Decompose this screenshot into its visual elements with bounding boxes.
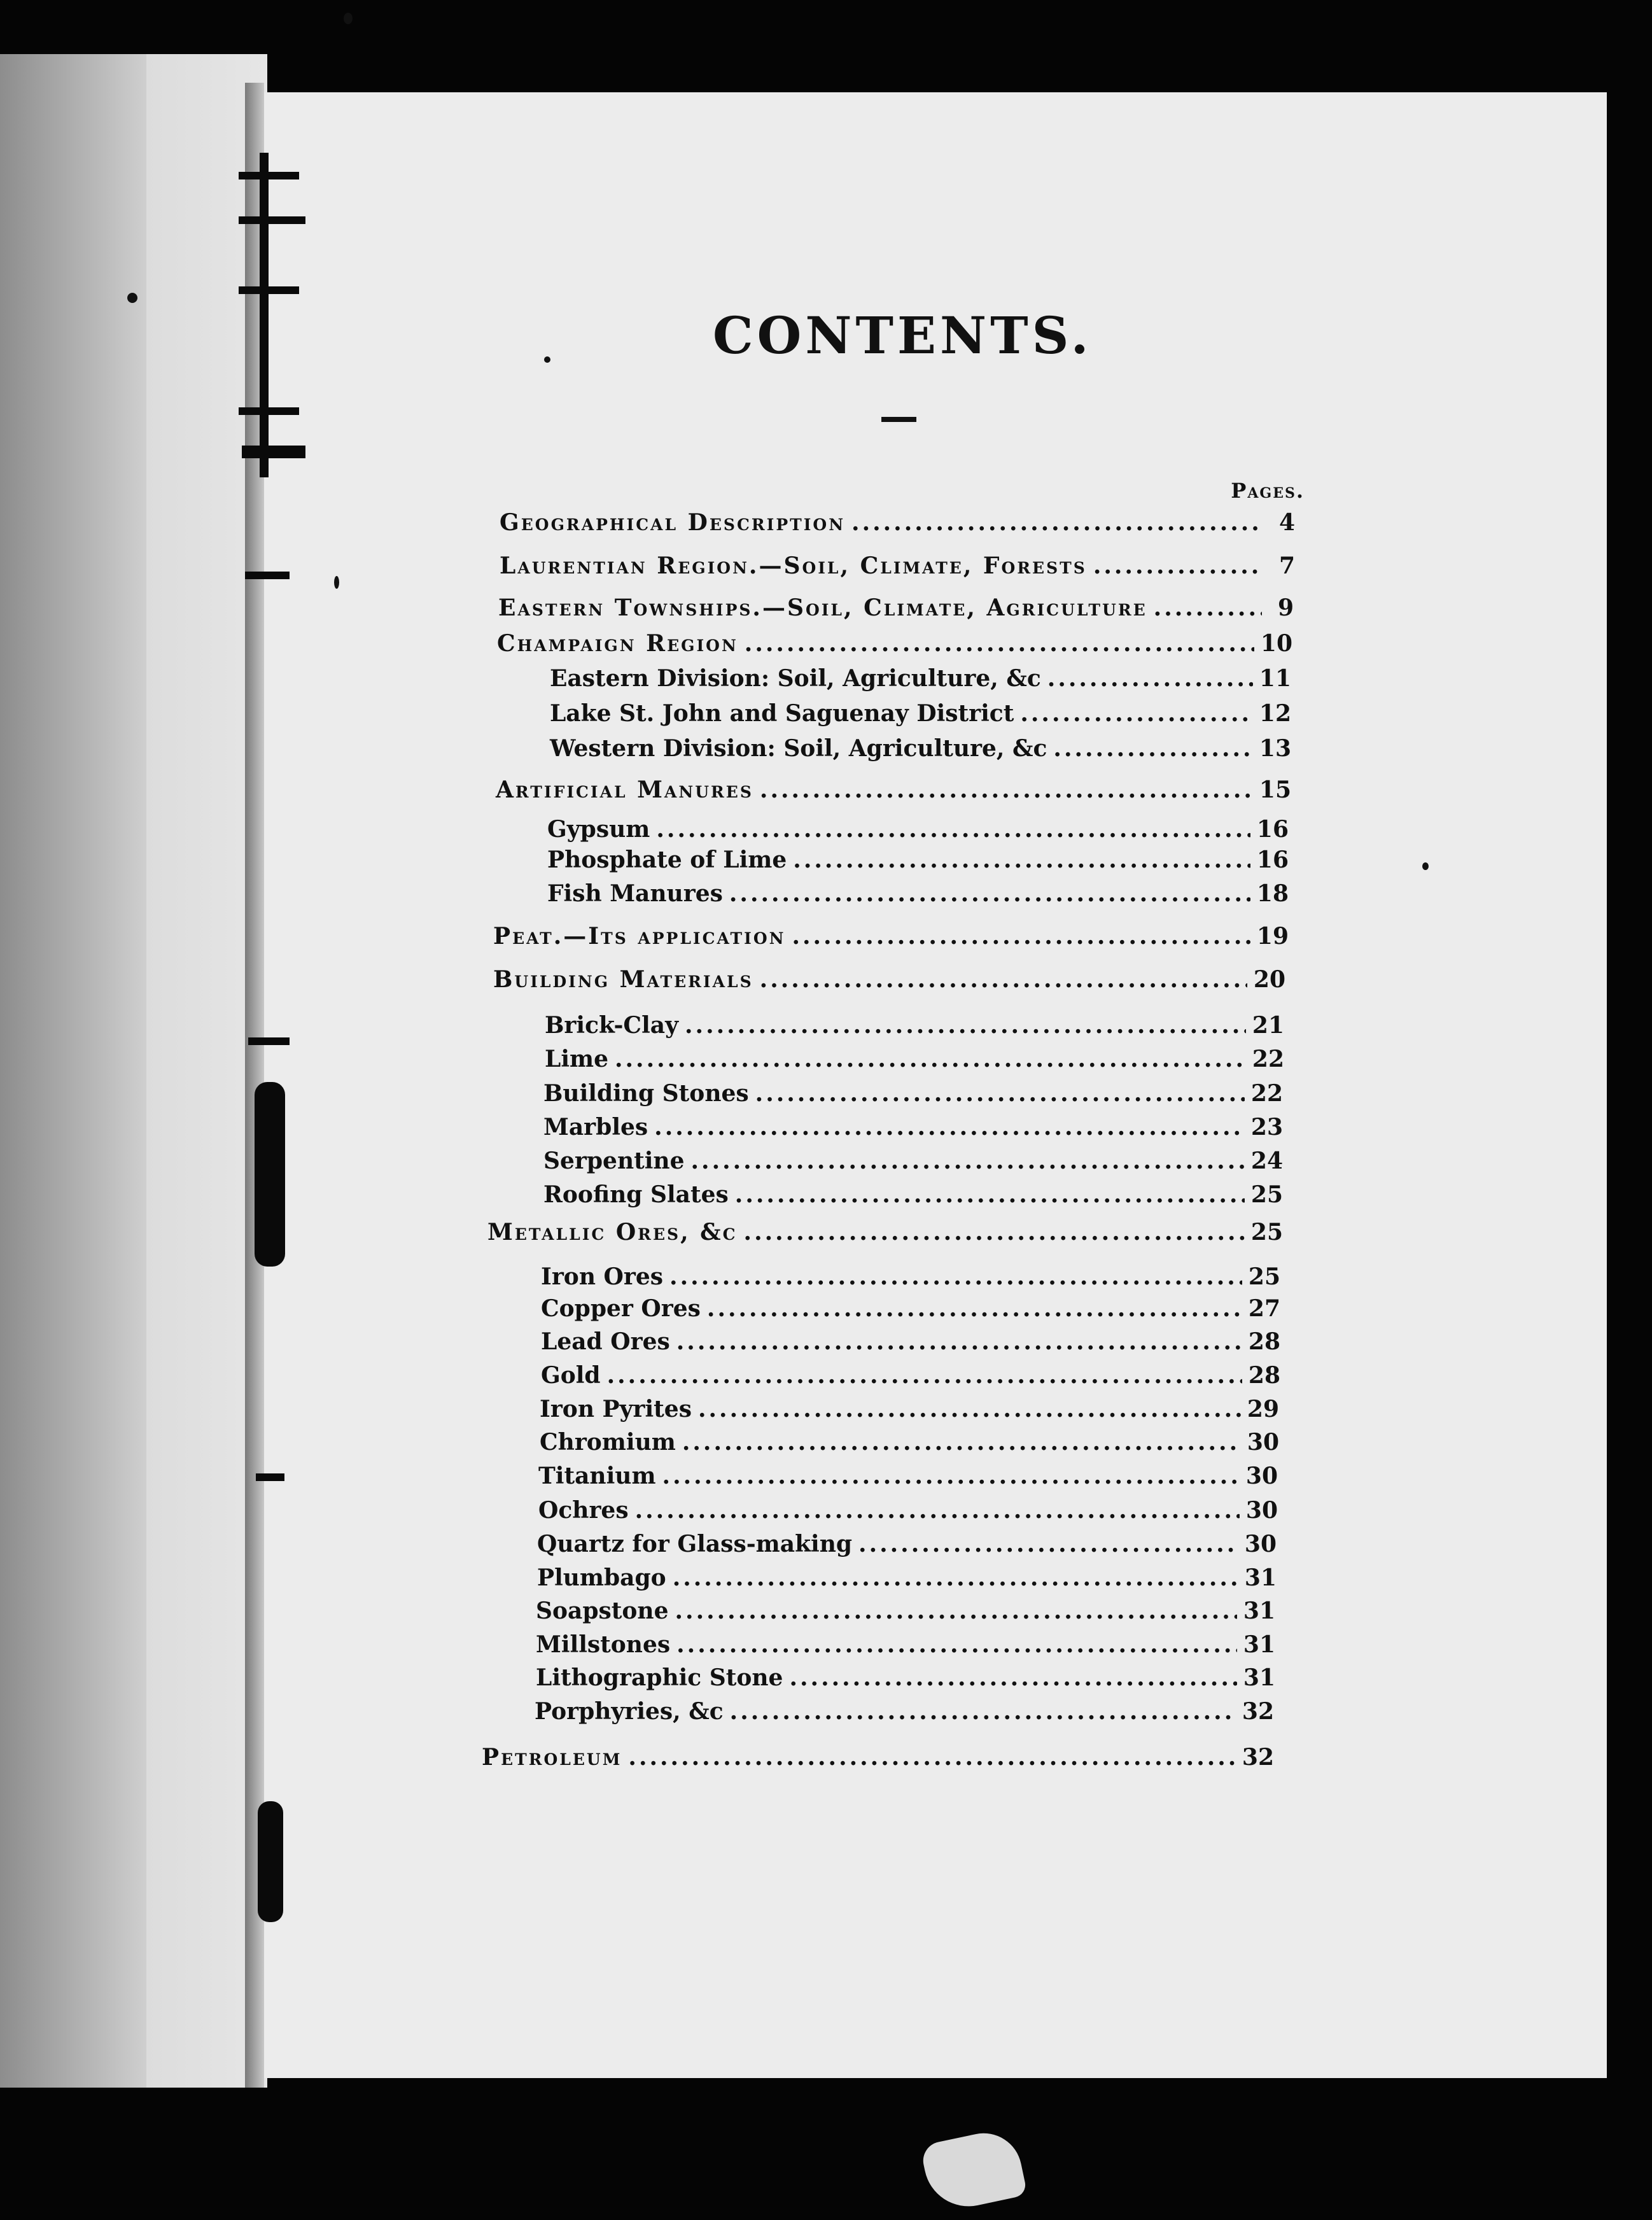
toc-entry-page: 7 (1278, 552, 1295, 579)
ink-speck (1422, 862, 1429, 870)
toc-entry-label: Ochres (538, 1497, 629, 1524)
toc-entry-label: Champaign Region (497, 630, 738, 657)
toc-entry-page: 10 (1260, 630, 1292, 657)
toc-entry (493, 923, 1289, 955)
dot-leader (654, 1114, 1245, 1141)
dot-leader (1053, 735, 1252, 762)
toc-entry-page: 32 (1242, 1744, 1274, 1771)
dot-leader (793, 847, 1250, 873)
toc-entry-label: Iron Pyrites (540, 1396, 692, 1423)
ink-speck (127, 293, 137, 303)
toc-entry-page: 28 (1248, 1362, 1280, 1389)
toc-entry (536, 1631, 1275, 1663)
toc-entry-label: Eastern Townships.—Soil, Climate, Agriculture (498, 594, 1147, 621)
toc-entry-label: Marbles (543, 1114, 648, 1141)
title-rule (881, 417, 916, 422)
toc-entry (500, 552, 1295, 584)
dot-leader (676, 1328, 1242, 1355)
toc-entry (493, 966, 1285, 998)
dot-leader (755, 1080, 1245, 1107)
toc-entry-label: Roofing Slates (543, 1181, 729, 1208)
toc-entry (500, 509, 1295, 541)
toc-entry-label: Peat.—Its application (493, 923, 786, 950)
toc-entry (535, 1698, 1274, 1730)
paper-fragment (920, 2126, 1028, 2215)
toc-entry (498, 594, 1294, 626)
toc-entry-page: 16 (1256, 847, 1289, 873)
dot-leader (745, 630, 1254, 657)
dot-leader (676, 1631, 1237, 1658)
toc-entry (496, 776, 1291, 808)
toc-entry-label: Millstones (536, 1631, 671, 1658)
toc-entry (543, 1080, 1283, 1112)
toc-entry-page: 30 (1247, 1429, 1279, 1456)
toc-entry (545, 1012, 1284, 1044)
toc-entry-page: 12 (1259, 700, 1291, 727)
toc-entry-page: 32 (1242, 1698, 1274, 1725)
dot-leader (707, 1295, 1242, 1322)
toc-entry-label: Western Division: Soil, Agriculture, &c (550, 735, 1047, 762)
toc-entry (536, 1664, 1275, 1696)
toc-entry-page: 25 (1248, 1263, 1280, 1290)
binding-stitch (256, 1473, 284, 1481)
toc-entry-page: 23 (1250, 1114, 1283, 1141)
ink-speck (544, 356, 550, 363)
dot-leader (1047, 665, 1253, 692)
toc-entry-page: 31 (1244, 1564, 1277, 1591)
page-title: CONTENTS. (713, 306, 1093, 365)
dot-leader (1093, 552, 1263, 579)
toc-entry-label: Building Stones (543, 1080, 749, 1107)
dot-leader (1154, 594, 1262, 621)
toc-entry-page: 30 (1245, 1463, 1278, 1489)
toc-entry-label: Titanium (538, 1463, 656, 1489)
binding-stitch (248, 1037, 290, 1045)
dot-leader (656, 816, 1250, 843)
toc-entry-page: 21 (1252, 1012, 1284, 1039)
toc-entry (547, 880, 1289, 912)
binding-thread (260, 153, 269, 477)
facing-page-edge (0, 54, 146, 2088)
dot-leader (685, 1012, 1246, 1039)
dot-leader (698, 1396, 1241, 1423)
dot-leader (735, 1181, 1245, 1208)
toc-entry-page: 20 (1253, 966, 1285, 993)
toc-entry (482, 1744, 1274, 1776)
toc-entry-label: Brick-Clay (545, 1012, 678, 1039)
toc-entry-label: Porphyries, &c (535, 1698, 724, 1725)
toc-entry-page: 11 (1259, 665, 1291, 692)
toc-entry-page: 13 (1259, 735, 1291, 762)
toc-entry-label: Gypsum (547, 816, 650, 843)
toc-entry-page: 22 (1250, 1080, 1283, 1107)
dot-leader (615, 1046, 1246, 1072)
dot-leader (730, 1698, 1236, 1725)
binding-stitch (239, 216, 305, 224)
binding-tear (258, 1801, 283, 1922)
toc-entry-page: 30 (1244, 1531, 1277, 1557)
dot-leader (628, 1744, 1235, 1771)
toc-entry-page: 15 (1259, 776, 1291, 803)
toc-entry-label: Gold (541, 1362, 601, 1389)
ink-speck (344, 13, 353, 24)
toc-entry (543, 1181, 1283, 1213)
toc-entry (545, 1046, 1284, 1078)
toc-entry-page: 22 (1252, 1046, 1284, 1072)
toc-entry-label: Phosphate of Lime (547, 847, 787, 873)
dot-leader (858, 1531, 1238, 1557)
dot-leader (607, 1362, 1242, 1389)
toc-entry (538, 1497, 1278, 1529)
toc-entry-label: Artificial Manures (496, 776, 753, 803)
toc-entry-page: 31 (1243, 1631, 1275, 1658)
toc-entry (537, 1564, 1277, 1596)
toc-entry-label: Metallic Ores, &c (487, 1219, 738, 1246)
dot-leader (744, 1219, 1245, 1246)
toc-entry-label: Eastern Division: Soil, Agriculture, &c (550, 665, 1041, 692)
toc-entry-label: Plumbago (537, 1564, 666, 1591)
toc-entry-page: 30 (1245, 1497, 1278, 1524)
binding-tear (255, 1082, 285, 1267)
dot-leader (792, 923, 1250, 950)
toc-entry (487, 1219, 1283, 1251)
binding-stitch (239, 286, 299, 294)
toc-entry-page: 16 (1256, 816, 1289, 843)
binding-stitch (239, 407, 299, 415)
toc-entry-page: 25 (1250, 1219, 1283, 1246)
toc-entry-label: Fish Manures (547, 880, 723, 907)
dot-leader (1020, 700, 1253, 727)
toc-entry (547, 847, 1289, 878)
toc-entry (541, 1263, 1280, 1295)
binding-stitch (245, 572, 290, 579)
dot-leader (662, 1463, 1240, 1489)
toc-entry-page: 25 (1250, 1181, 1283, 1208)
toc-entry (538, 1463, 1278, 1494)
toc-entry-page: 31 (1243, 1664, 1275, 1691)
dot-leader (760, 966, 1247, 993)
toc-entry-label: Lake St. John and Saguenay District (550, 700, 1014, 727)
toc-entry-page: 28 (1248, 1328, 1280, 1355)
toc-entry-page: 19 (1256, 923, 1289, 950)
toc-entry (541, 1362, 1280, 1394)
dot-leader (789, 1664, 1236, 1691)
toc-entry (550, 700, 1291, 732)
dot-leader (673, 1564, 1238, 1591)
toc-entry-label: Copper Ores (541, 1295, 701, 1322)
toc-entry-label: Lithographic Stone (536, 1664, 783, 1691)
dot-leader (851, 509, 1263, 536)
toc-entry-label: Lime (545, 1046, 608, 1072)
toc-entry-page: 27 (1248, 1295, 1280, 1322)
toc-entry-label: Building Materials (493, 966, 753, 993)
toc-entry (536, 1598, 1275, 1629)
toc-entry-label: Quartz for Glass-making (537, 1531, 853, 1557)
toc-entry (547, 816, 1289, 848)
dot-leader (669, 1263, 1242, 1290)
toc-entry-label: Soapstone (536, 1598, 669, 1624)
toc-entry (541, 1295, 1280, 1327)
dot-leader (635, 1497, 1240, 1524)
toc-entry (543, 1114, 1283, 1146)
dot-leader (682, 1429, 1241, 1456)
dot-leader (729, 880, 1250, 907)
toc-entry-label: Lead Ores (541, 1328, 670, 1355)
toc-entry-page: 24 (1250, 1148, 1283, 1174)
toc-entry (543, 1148, 1283, 1179)
toc-entry (497, 630, 1292, 662)
toc-entry-label: Iron Ores (541, 1263, 664, 1290)
toc-entry (540, 1396, 1279, 1428)
toc-entry-label: Serpentine (543, 1148, 685, 1174)
dot-leader (760, 776, 1253, 803)
toc-entry (550, 665, 1291, 697)
toc-entry-page: 4 (1278, 509, 1295, 536)
toc-entry-page: 18 (1256, 880, 1289, 907)
binding-stitch (242, 446, 305, 458)
dot-leader (675, 1598, 1237, 1624)
toc-entry-page: 29 (1247, 1396, 1279, 1423)
binding-stitch (239, 172, 299, 179)
pages-column-heading: Pages. (1231, 479, 1305, 503)
toc-entry-page: 9 (1277, 594, 1294, 621)
toc-entry (550, 735, 1291, 767)
dot-leader (691, 1148, 1245, 1174)
toc-entry-label: Chromium (540, 1429, 676, 1456)
toc-entry-label: Petroleum (482, 1744, 622, 1771)
toc-entry-label: Geographical Description (500, 509, 846, 536)
toc-entry-label: Laurentian Region.—Soil, Climate, Forests (500, 552, 1087, 579)
toc-entry (541, 1328, 1280, 1360)
toc-entry-page: 31 (1243, 1598, 1275, 1624)
ink-speck (334, 576, 339, 589)
toc-entry (540, 1429, 1279, 1461)
toc-entry (537, 1531, 1277, 1563)
